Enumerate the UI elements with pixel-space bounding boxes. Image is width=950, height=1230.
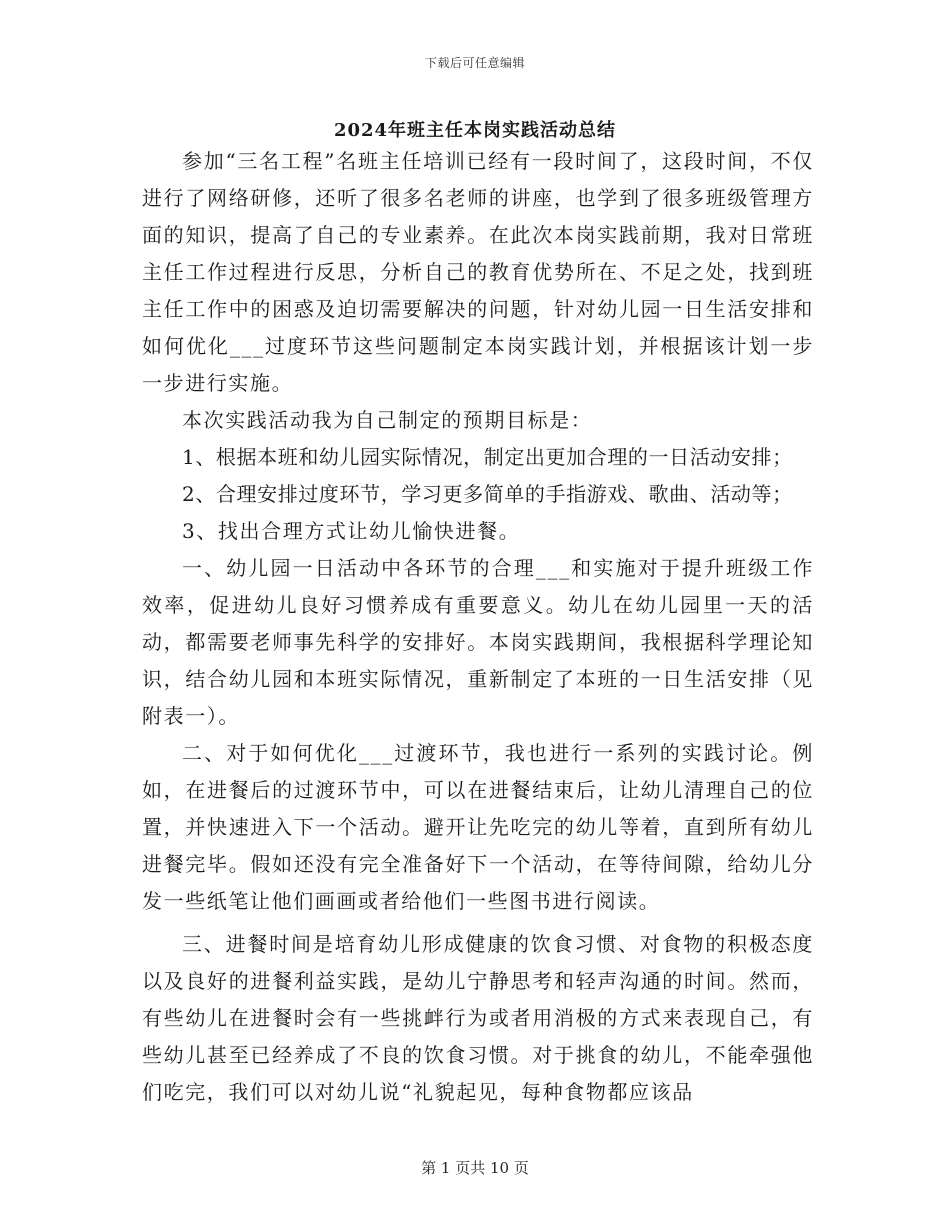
paragraph-section-1: 一、幼儿园一日活动中各环节的合理___和实施对于提升班级工作效率，促进幼儿良好习惯养成有重要意义。幼儿在幼儿园里一天的活动，都需要老师事先科学的安排好。本岗实践期间，我根据科学理论知识，结合幼儿园和本班实际情况，重新制定了本班的一日生活安排（见附表一）。 [142, 556, 814, 728]
page-footer: 第 1 页共 10 页 [421, 1159, 529, 1177]
header-note: 下载后可任意编辑 [424, 56, 525, 70]
paragraph-goal-2: 2、合理安排过度环节，学习更多简单的手指游戏、歌曲、活动等； [182, 482, 793, 506]
paragraph-section-3: 三、进餐时间是培育幼儿形成健康的饮食习惯、对食物的积极态度以及良好的进餐利益实践，是幼儿宁静思考和轻声沟通的时间。然而，有些幼儿在进餐时会有一些挑衅行为或者用消极的方式来表现自己，有些幼儿甚至已经养成了不良的饮食习惯。对于挑食的幼儿，不能牵强他们吃完，我们可以对幼儿说“礼貌起见，每种食物都应该品 [142, 932, 814, 1104]
paragraph-section-2: 二、对于如何优化___过渡环节，我也进行一系列的实践讨论。例如，在进餐后的过渡环节中，可以在进餐结束后，让幼儿清理自己的位置，并快速进入下一个活动。避开让先吃完的幼儿等着，直到所有幼儿进餐完毕。假如还没有完全准备好下一个活动，在等待间隙，给幼儿分发一些纸笔让他们画画或者给他们一些图书进行阅读。 [142, 741, 814, 913]
paragraph-goal-3: 3、找出合理方式让幼儿愉快进餐。 [182, 519, 521, 543]
paragraph-intro: 参加“三名工程”名班主任培训已经有一段时间了，这段时间，不仅进行了网络研修，还听了很多名老师的讲座，也学到了很多班级管理方面的知识，提高了自己的专业素养。在此次本岗实践前期，我对日常班主任工作过程进行反思，分析自己的教育优势所在、不足之处，找到班主任工作中的困惑及迫切需要解决的问题，针对幼儿园一日生活安排和如何优化___过度环节这些问题制定本岗实践计划，并根据该计划一步一步进行实施。 [142, 149, 814, 395]
document-body [142, 143, 814, 1111]
document-title: 2024年班主任本岗实践活动总结 [333, 120, 617, 141]
paragraph-goals-lead: 本次实践活动我为自己制定的预期目标是： [182, 408, 593, 432]
paragraph-goal-1: 1、根据本班和幼儿园实际情况，制定出更加合理的一日活动安排； [182, 445, 793, 469]
